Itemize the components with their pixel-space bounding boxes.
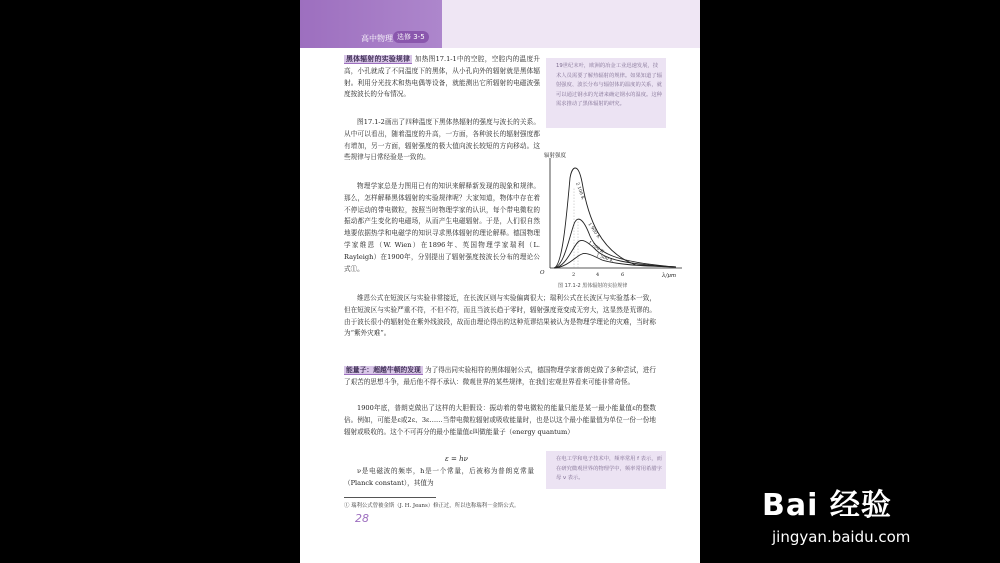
textbook-page — [300, 0, 700, 563]
section1-p2: 图17.1-2画出了四种温度下黑体热辐射的强度与波长的关系。从中可以看出，随着温度的升高，一方面，各种波长的辐射强度都有增加，另一方面，辐射强度的极大值向波长较短的方向移动。这些规律与日常经验是一致的。 — [344, 118, 540, 162]
curve-label-1500k: 1 500 K — [595, 253, 614, 264]
section1-p4: 维恩公式在短波区与实验非常接近，在长波区则与实验偏离很大；瑞利公式在长波区与实验基本一致，但在短波区与实验严重不符，不但不符，而且当波长趋于零时，辐射强度竟变成无穷大，这显然是荒谬的。由于波长很小的辐射处在紫外线波段，故而由理论得出的这种荒谬结果被认为是物理学理论的灾难，当时称为“紫外灾难”。 — [344, 294, 656, 338]
footnote-divider — [344, 497, 436, 498]
side-note-history: 19世纪末叶，欧洲的冶金工业迅速发展，技术人员需要了解热辐射的规律。如果知道了辐射强度、波长分布与辐射体的温度的关系，就可以通过钢水的光谱来确定钢水的温度。这种需求推动了黑体辐射的研究。 — [546, 58, 666, 128]
curve-2100k — [554, 168, 676, 268]
header-light-band — [442, 0, 700, 48]
origin-label: O — [540, 270, 545, 276]
curve-1700k — [554, 240, 676, 268]
x-axis-label: λ/μm — [662, 273, 677, 279]
section1-p1: 加热图17.1-1中的空腔，空腔内的温度升高，小孔就成了不同温度下的黑体，从小孔向外的辐射就是黑体辐射。利用分光技术和热电偶等设备，就能测出它所辐射的电磁波强度按波长的分布情况。 — [344, 55, 540, 99]
watermark-logo: Bai 经验 — [762, 488, 892, 523]
watermark-url: jingyan.baidu.com — [772, 528, 911, 546]
y-axis-label: 辐射强度 — [544, 153, 567, 159]
blackbody-chart — [536, 148, 684, 298]
section2-p2: 1900年底，普朗克做出了这样的大胆假设：振动着的带电微粒的能量只能是某一最小能量值ε的整数倍。例如，可能是ε或2ε、3ε……当带电微粒辐射或吸收能量时，也是以这个最小能量值为单位一份一份地辐射或吸收的。这个不可再分的最小能量值ε叫做能量子（energy quantum） — [344, 404, 656, 436]
section1-intro — [344, 54, 540, 101]
section2-intro — [344, 365, 656, 389]
curve-label-2100k: 2 100 K — [574, 181, 585, 201]
section1-heading: 黑体辐射的实验规律 — [346, 55, 411, 63]
section1-p3: 物理学家总是力图用已有的知识来解释新发现的现象和规律。那么，怎样解释黑体辐射的实验规律呢？大家知道，物体中存在着不停运动的带电微粒，按照当时物理学家的认识，每个带电微粒的振动都产生变化的电磁场，从而产生电磁辐射。于是，人们很自然地要依据热学和电磁学的知识寻求黑体辐射的理论解释。德国物理学家维恩（W. Wien）在1896年、英国物理学家瑞利（L. Rayleigh）在1900年，分别提出了辐射强度按波长分布的理论公式①。 — [344, 182, 540, 273]
footnote: ① 瑞利公式曾被金斯（J. H. Jeans）修正过，所以也称瑞利－金斯公式。 — [344, 503, 520, 509]
formula-energy-quantum: ε = hν — [445, 455, 468, 463]
section2-heading: 能量子：超越牛顿的发现 — [346, 366, 421, 374]
header-title: 高中物理 — [361, 34, 393, 43]
section2-p1: 为了得出同实验相符的黑体辐射公式，德国物理学家普朗克做了多种尝试，进行了艰苦的思想斗争，最后他不得不承认：微观世界的某些规律，在我们宏观世界看来可能非常奇怪。 — [344, 366, 657, 386]
curve-label-1700k: 1 700 K — [586, 240, 605, 255]
figure-caption: 图 17.1-2 黑体辐射的实验规律 — [558, 283, 628, 289]
side-note-frequency: 在电工学和电子技术中，频率常用 f 表示，而在研究微观世界的物理学中，频率常用希腊字母 ν 表示。 — [546, 451, 666, 489]
curve-label-1900k: 1 900 K — [586, 222, 601, 240]
x-tick-label: 4 — [596, 272, 600, 278]
page-number: 28 — [355, 512, 369, 525]
x-tick-label: 6 — [621, 272, 625, 278]
x-tick-label: 2 — [572, 272, 576, 278]
header-badge: 选修 3-5 — [393, 31, 429, 43]
section2-p3: ν是电磁波的频率，h是一个常量，后被称为普朗克常量（Planck constant），其值为 — [344, 467, 534, 487]
baidu-watermark — [762, 480, 962, 546]
